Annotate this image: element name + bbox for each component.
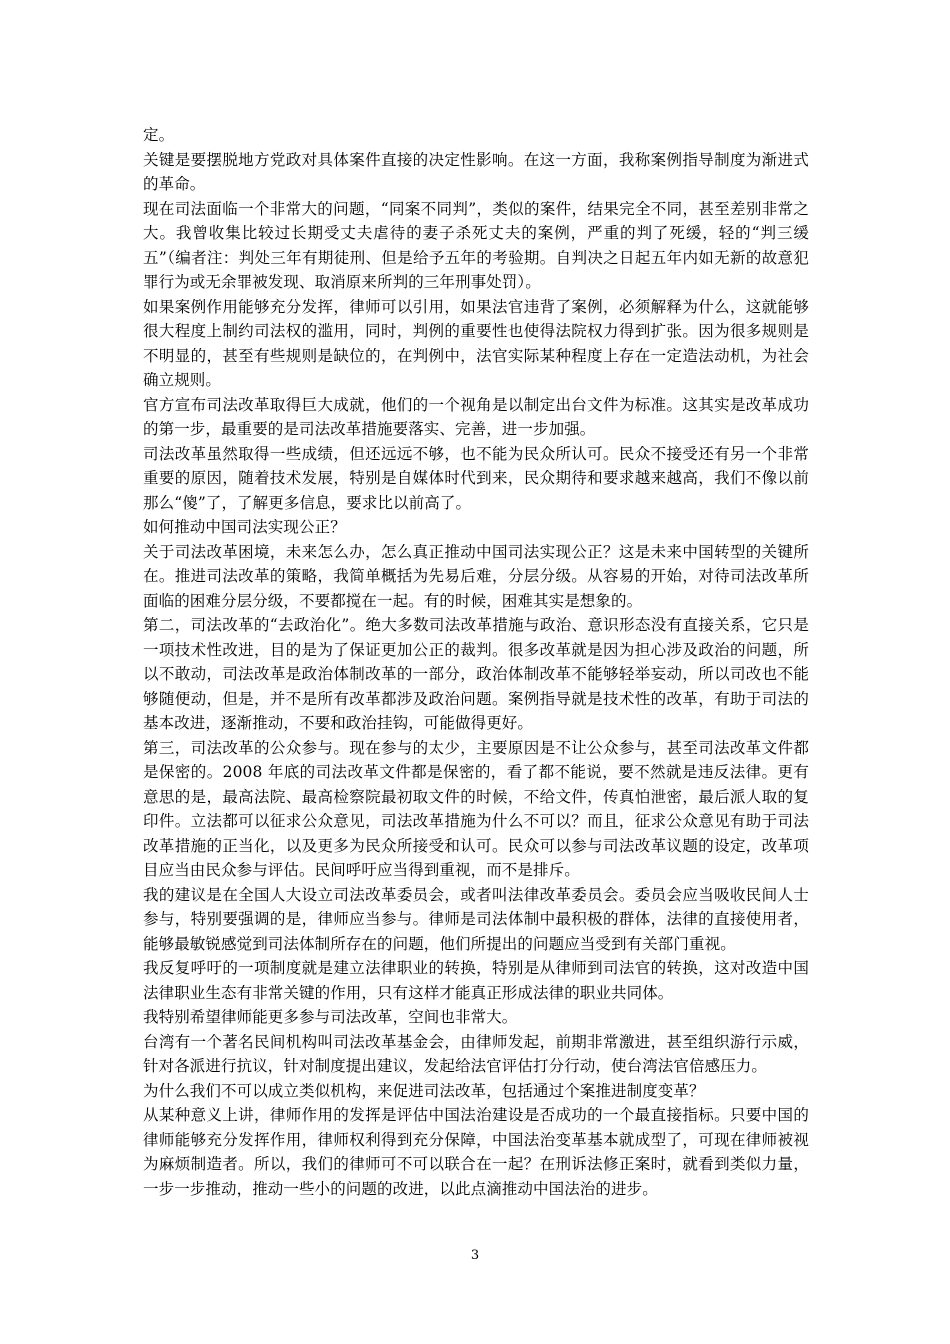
paragraph: 台湾有一个著名民间机构叫司法改革基金会，由律师发起，前期非常激进，甚至组织游行示威，针对各派进行抗议，针对制度提出建议，发起给法官评估打分行动，使台湾法官倍感压力。 — [143, 1032, 809, 1075]
paragraph: 我反复呼吁的一项制度就是建立法律职业的转换，特别是从律师到司法官的转换，这对改造中国法律职业生态有非常关键的作用，只有这样才能真正形成法律的职业共同体。 — [143, 959, 809, 1002]
paragraph: 关键是要摆脱地方党政对具体案件直接的决定性影响。在这一方面，我称案例指导制度为渐进式的革命。 — [143, 150, 809, 193]
paragraph: 我的建议是在全国人大设立司法改革委员会，或者叫法律改革委员会。委员会应当吸收民间人士参与，特别要强调的是，律师应当参与。律师是司法体制中最积极的群体，法律的直接使用者，能够最敏锐感觉到司法体制所存在的问题，他们所提出的问题应当受到有关部门重视。 — [143, 885, 809, 953]
paragraph: 从某种意义上讲，律师作用的发挥是评估中国法治建设是否成功的一个最直接指标。只要中国的律师能够充分发挥作用，律师权利得到充分保障，中国法治变革基本就成型了，可现在律师被视为麻烦制造者。所以，我们的律师可不可以联合在一起？在刑诉法修正案时，就看到类似力量，一步一步推动，推动一些小的问题的改进，以此点滴推动中国法治的进步。 — [143, 1106, 809, 1198]
paragraph: 为什么我们不可以成立类似机构，来促进司法改革，包括通过个案推进制度变革？ — [143, 1081, 705, 1100]
paragraph: 我特别希望律师能更多参与司法改革，空间也非常大。 — [143, 1008, 518, 1026]
paragraph: 现在司法面临一个非常大的问题，“同案不同判”，类似的案件，结果完全不同，甚至差别非常之大。我曾收集比较过长期受丈夫虐待的妻子杀死丈夫的案例，严重的判了死缓，轻的“判三缓五”（编者注：判处三年有期徒刑、但是给予五年的考验期。自判决之日起五年内如无新的故意犯罪行为或无余罪被发现、取消原来所判的三年刑事处罚）。 — [143, 199, 809, 291]
document-body — [143, 123, 809, 1201]
paragraph: 第二，司法改革的“去政治化”。绝大多数司法改革措施与政治、意识形态没有直接关系，它只是一项技术性改进，目的是为了保证更加公正的裁判。很多改革就是因为担心涉及政治的问题，所以不敢动，司法改革是政治体制改革的一部分，政治体制改革不能够轻举妄动，所以司改也不能够随便动，但是，并不是所有改革都涉及政治问题。案例指导就是技术性的改革，有助于司法的基本改进，逐渐推动，不要和政治挂钩，可能做得更好。 — [143, 616, 809, 732]
paragraph: 如果案例作用能够充分发挥，律师可以引用，如果法官违背了案例，必须解释为什么，这就能够很大程度上制约司法权的滥用，同时，判例的重要性也使得法院权力得到扩张。因为很多规则是不明显的，甚至有些规则是缺位的，在判例中，法官实际某种程度上存在一定造法动机，为社会确立规则。 — [143, 297, 809, 389]
paragraph: 定。 — [143, 126, 175, 144]
paragraph: 关于司法改革困境，未来怎么办，怎么真正推动中国司法实现公正？这是未来中国转型的关键所在。推进司法改革的策略，我简单概括为先易后难，分层分级。从容易的开始，对待司法改革所面临的困难分层分级，不要都搅在一起。有的时候，困难其实是想象的。 — [143, 542, 809, 610]
paragraph: 司法改革虽然取得一些成绩，但还远远不够，也不能为民众所认可。民众不接受还有另一个非常重要的原因，随着技术发展，特别是自媒体时代到来，民众期待和要求越来越高，我们不像以前那么“傻”了，了解更多信息，要求比以前高了。 — [143, 444, 809, 512]
paragraph: 第三，司法改革的公众参与。现在参与的太少，主要原因是不让公众参与，甚至司法改革文件都是保密的。2008 年底的司法改革文件都是保密的，看了都不能说，要不然就是违反法律。更有意思的是，最高法院、最高检察院最初取文件的时候，不给文件，传真怕泄密，最后派人取的复印件。立法都可以征求公众意见，司法改革措施为什么不可以？而且，征求公众意见有助于司法改革措施的正当化，以及更多为民众所接受和认可。民众可以参与司法改革议题的设定，改革项目应当由民众参与评估。民间呼吁应当得到重视，而不是排斥。 — [143, 738, 809, 879]
section-heading: 如何推动中国司法实现公正？ — [143, 518, 346, 536]
page-number: 3 — [470, 1248, 480, 1263]
paragraph: 官方宣布司法改革取得巨大成就，他们的一个视角是以制定出台文件为标准。这其实是改革成功的第一步，最重要的是司法改革措施要落实、完善，进一步加强。 — [143, 395, 809, 438]
